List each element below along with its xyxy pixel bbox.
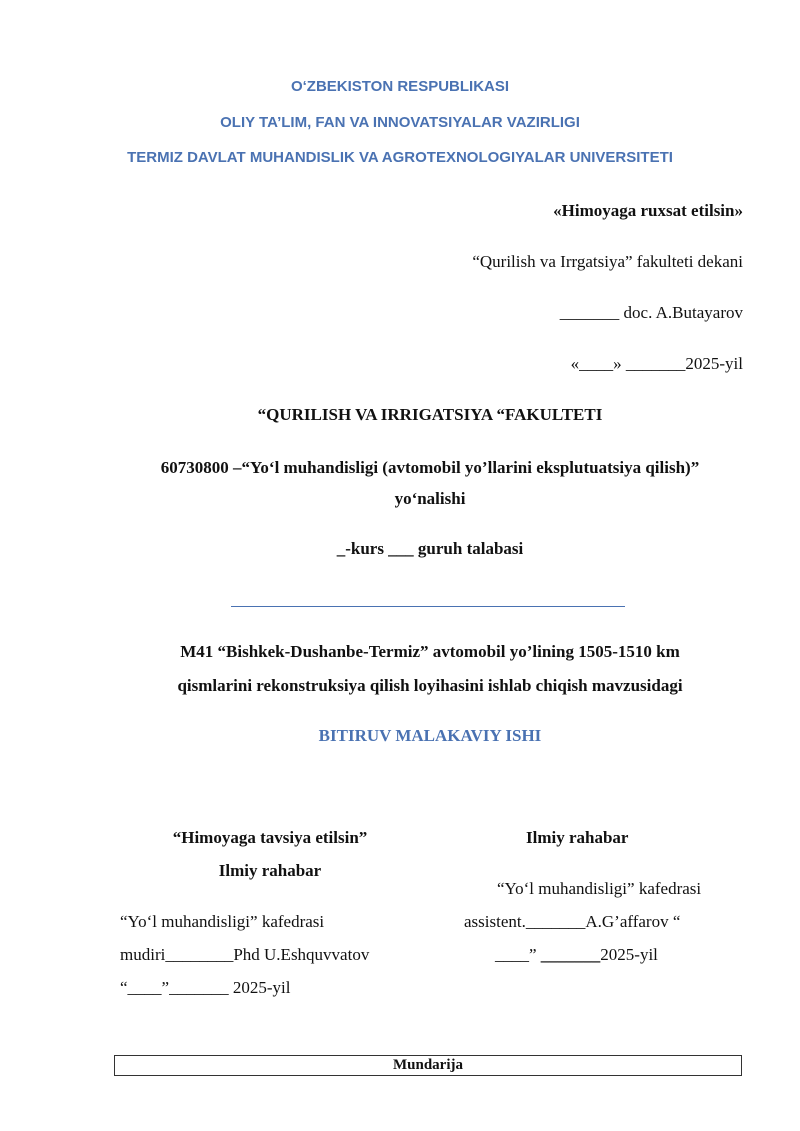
right-date xyxy=(495,945,658,965)
right-date-part-1: ____” xyxy=(495,945,541,964)
right-date-year: 2025-yil xyxy=(600,945,658,964)
direction-line-2: yo‘nalishi xyxy=(394,489,466,508)
right-assistant-signature: assistent._______A.G’affarov “ xyxy=(464,912,681,931)
approval-title: «Himoyaga ruxsat etilsin» xyxy=(553,201,743,220)
right-date-blank: _______ xyxy=(540,945,601,964)
toc-header: Mundarija xyxy=(114,1055,742,1076)
approval-signature: _______ doc. A.Butayarov xyxy=(559,303,743,322)
recommend-title: “Himoyaga tavsiya etilsin” xyxy=(172,828,368,847)
left-head-signature: mudiri________Phd U.Eshquvvatov xyxy=(120,945,370,964)
header-ministry: OLIY TA’LIM, FAN VA INNOVATSIYALAR VAZIRLIGI xyxy=(220,114,580,131)
approval-position: “Qurilish va Irrgatsiya” fakulteti dekani xyxy=(472,252,743,271)
left-supervisor-label: Ilmiy rahabar xyxy=(218,861,322,880)
right-department: “Yo‘l muhandisligi” kafedrasi xyxy=(497,879,702,898)
name-blank-line xyxy=(231,606,625,607)
right-supervisor-label: Ilmiy rahabar xyxy=(526,828,629,847)
topic-line-1: M41 “Bishkek-Dushanbe-Termiz” avtomobil yo’lining 1505-1510 km xyxy=(180,642,680,661)
left-date: “____”_______ 2025-yil xyxy=(120,978,291,997)
work-type-title: BITIRUV MALAKAVIY ISHI xyxy=(318,726,542,745)
left-department: “Yo‘l muhandisligi” kafedrasi xyxy=(120,912,325,931)
direction-line-1: 60730800 –“Yo‘l muhandisligi (avtomobil yo’llarini eksplutuatsiya qilish)” xyxy=(160,458,700,477)
header-university: TERMIZ DAVLAT MUHANDISLIK VA AGROTEXNOLOGIYALAR UNIVERSITETI xyxy=(127,149,673,166)
faculty-title: “QURILISH VA IRRIGATSIYA “FAKULTETI xyxy=(257,405,603,424)
topic-line-2: qismlarini rekonstruksiya qilish loyihasini ishlab chiqish mavzusidagi xyxy=(177,676,683,695)
student-line: _-kurs ___ guruh talabasi xyxy=(336,539,524,558)
header-country: O‘ZBEKISTON RESPUBLIKASI xyxy=(290,78,510,95)
approval-date: «____» _______2025-yil xyxy=(570,354,743,373)
